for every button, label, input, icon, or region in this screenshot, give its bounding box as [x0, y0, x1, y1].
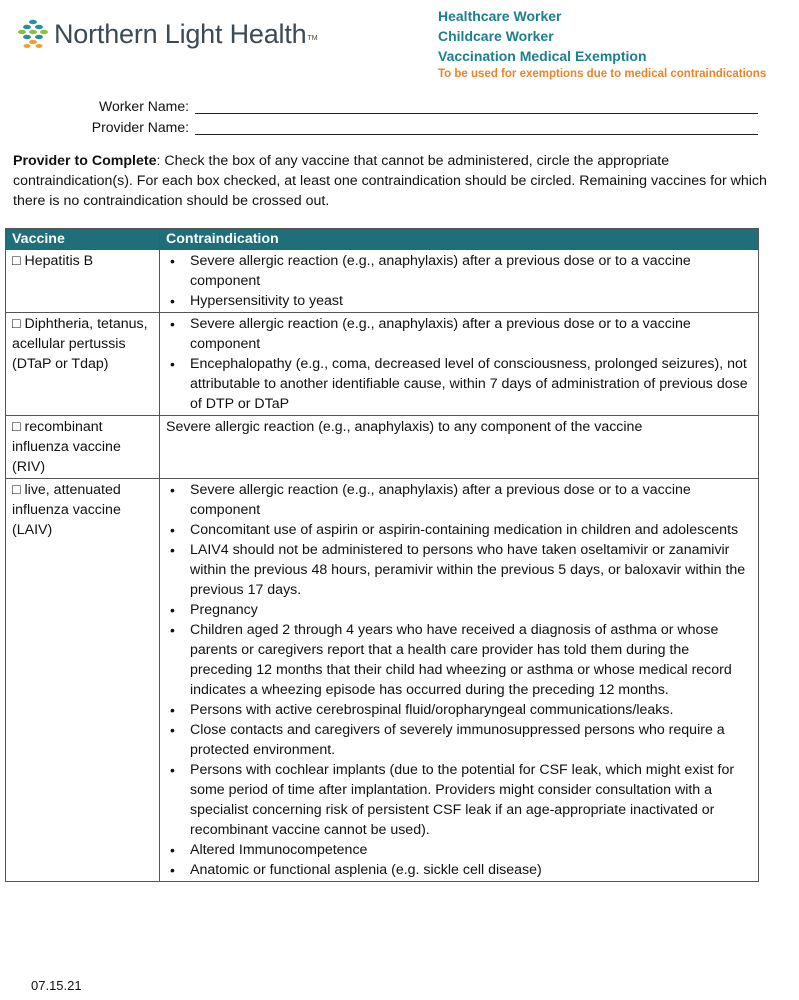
contraindication-table [5, 228, 759, 882]
contraindication-item[interactable]: • Severe allergic reaction (e.g., anaphylaxis) after a previous dose or to a vaccine component [166, 480, 752, 520]
contraindication-item[interactable]: • Pregnancy [166, 600, 752, 620]
header-line-3: Vaccination Medical Exemption [438, 48, 647, 64]
provider-name-row [0, 117, 799, 138]
vaccine-hepatitis-b[interactable]: □ Hepatitis B [6, 250, 160, 313]
table-header-row [6, 229, 759, 250]
header-note: To be used for exemptions due to medical contraindications [438, 68, 767, 80]
contraindication-item[interactable]: • Persons with cochlear implants (due to the potential for CSF leak, which might exist for some period of time after implantation. Providers might consider consultation with a specialist concerning risk of persistent CSF leak if an age-appropriate inactivated or recombinant vaccine cannot be used). [166, 760, 752, 840]
contraindication-item[interactable]: • LAIV4 should not be administered to persons who have taken oseltamivir or zanamivir within the previous 48 hours, peramivir within the previous 5 days, or baloxavir within the previous 17 days. [166, 540, 752, 600]
worker-name-field[interactable] [195, 112, 758, 114]
instructions [13, 151, 783, 211]
logo-trademark: TM [307, 35, 318, 42]
contraindication-item[interactable]: • Close contacts and caregivers of severely immunosuppressed persons who require a protected environment. [166, 720, 752, 760]
table-row [6, 250, 759, 313]
worker-name-row [0, 96, 799, 117]
contraindication-item[interactable]: • Altered Immunocompetence [166, 840, 752, 860]
leaf-cluster-icon [18, 18, 48, 50]
form-header [438, 6, 766, 82]
contraindication-cell [160, 250, 759, 313]
vaccine-laiv[interactable]: □ live, attenuated influenza vaccine (LAIV) [6, 479, 160, 882]
contraindication-cell [160, 416, 759, 479]
instructions-text: : Check the box of any vaccine that cannot be administered, circle the appropriate contraindication(s). For each box checked, at least one contraindication should be circled. Remaining vaccines for which there is no contraindication should be crossed out. [13, 153, 767, 209]
contraindication-item[interactable]: • Persons with active cerebrospinal fluid/oropharyngeal communications/leaks. [166, 700, 752, 720]
provider-name-field[interactable] [195, 133, 758, 135]
name-fields [0, 96, 799, 138]
contraindication-item[interactable]: • Severe allergic reaction (e.g., anaphylaxis) after a previous dose or to a vaccine component [166, 251, 752, 291]
logo-text: Northern Light Health [54, 18, 307, 49]
vaccine-riv[interactable]: □ recombinant influenza vaccine (RIV) [6, 416, 160, 479]
vaccine-dtap[interactable]: □ Diphtheria, tetanus, acellular pertussis (DTaP or Tdap) [6, 313, 160, 416]
contraindication-item[interactable]: • Children aged 2 through 4 years who have received a diagnosis of asthma or whose parents or caregivers report that a health care provider has told them during the preceding 12 months that their child had wheezing or asthma or whose medical record indicates a wheezing episode has occurred during the preceding 12 months. [166, 620, 752, 700]
contraindication-item[interactable]: • Concomitant use of aspirin or aspirin-containing medication in children and adolescents [166, 520, 752, 540]
table-row [6, 416, 759, 479]
contraindication-item[interactable]: Severe allergic reaction (e.g., anaphylaxis) to any component of the vaccine [166, 419, 643, 435]
table-row [6, 313, 759, 416]
footer-date: 07.15.21 [31, 978, 82, 993]
header-line-1: Healthcare Worker [438, 8, 562, 24]
contraindication-item[interactable]: • Hypersensitivity to yeast [166, 291, 752, 311]
instructions-bold: Provider to Complete [13, 153, 157, 169]
logo [18, 18, 318, 50]
contraindication-cell [160, 479, 759, 882]
contraindication-cell [160, 313, 759, 416]
contraindication-item[interactable]: • Anatomic or functional asplenia (e.g. sickle cell disease) [166, 860, 752, 880]
header-line-2: Childcare Worker [438, 28, 554, 44]
header-vaccine: Vaccine [6, 229, 160, 250]
worker-name-label: Worker Name: [99, 98, 189, 114]
header-contraindication: Contraindication [160, 229, 759, 250]
contraindication-item[interactable]: • Severe allergic reaction (e.g., anaphylaxis) after a previous dose or to a vaccine component [166, 314, 752, 354]
provider-name-label: Provider Name: [91, 119, 189, 135]
table-row [6, 479, 759, 882]
contraindication-item[interactable]: • Encephalopathy (e.g., coma, decreased level of consciousness, prolonged seizures), not attributable to another identifiable cause, within 7 days of administration of previous dose of DTP or DTaP [166, 354, 752, 414]
